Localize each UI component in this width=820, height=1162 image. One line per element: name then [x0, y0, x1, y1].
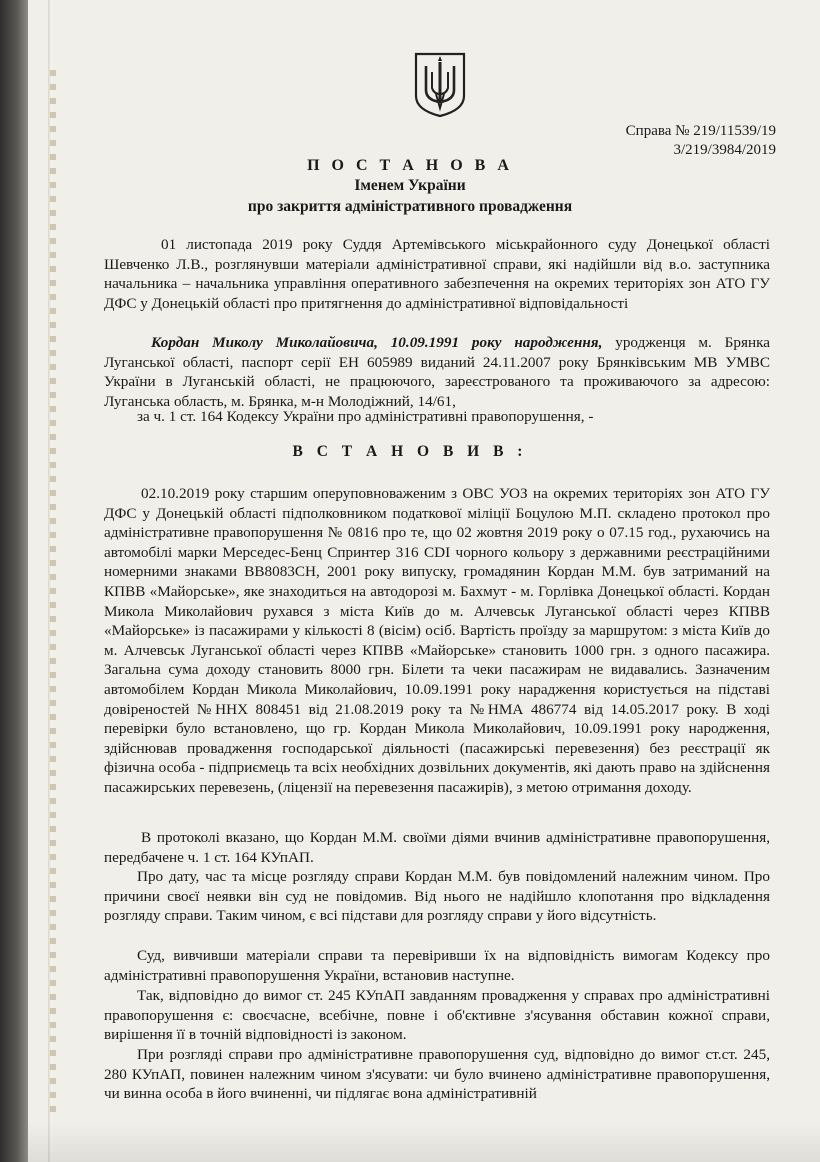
person-details: уродженця м. Брянка Луганської області, паспорт серії ЕН 605989 виданий 24.11.2007 року Брянківським МВ УМВС України в Луганській області, не працюючого, зареєстрованого та проживаючого за адресою: Луганська область, м. Брянка, м-н Молодіжний, 14/61,: [104, 334, 770, 410]
document-subject: про закриття адміністративного провадження: [247, 198, 573, 215]
person-name: Кордан Миколу Миколайовича, 10.09.1991 року народження,: [151, 334, 603, 351]
case-number-line-1: Справа № 219/11539/19: [625, 123, 776, 139]
protocol-paragraph: В протоколі вказано, що Кордан М.М. своїми діями вчинив адміністративне правопорушення, передбачене ч. 1 ст. 164 КУпАП.: [104, 829, 770, 866]
established-heading: В С Т А Н О В И В :: [292, 443, 528, 460]
tasks-paragraph: Так, відповідно до вимог ст. 245 КУпАП завданням провадження у справах про адміністративні правопорушення є: своєчасне, всебічне, повне і об'єктивне з'ясування обставин кожної справи, вирішення її в точній відповідності із законом.: [104, 987, 770, 1044]
court-paragraph: Суд, вивчивши матеріали справи та перевіривши їх на відповідність вимогам Кодексу про адміністративні правопорушення України, встановив наступне.: [104, 947, 770, 984]
consider-paragraph: При розгляді справи про адміністративне правопорушення суд, відповідно до вимог ст.ст. 245, 280 КУпАП, повинен належним чином з'ясувати: чи було вчинено адміністративне правопорушення, чи винна особа в його вчиненні, чи підлягає вона адміністративній: [104, 1046, 770, 1103]
case-number: [626, 122, 776, 160]
person-paragraph: [104, 333, 770, 411]
case-number-line-2: 3/219/3984/2019: [673, 142, 776, 158]
notice-paragraph: Про дату, час та місце розгляду справи Кордан М.М. був повідомлений належним чином. Про причини своєї неявки він суд не повідомив. Від нього не надійшло клопотання про відкладення розгляду справи. Таким чином, є всі підстави для розгляду справи у його відсутність.: [104, 868, 770, 925]
document-title: П О С Т А Н О В А: [307, 157, 513, 174]
main-paragraph: 02.10.2019 року старшим оперуповноваженим з ОВС УОЗ на окремих територіях зон АТО ГУ ДФС у Донецькій області підполковником податкової міліції Боцулою М.П. складено протокол про адміністративне правопорушення № 0816 про те, що 02 жовтня 2019 року о 07.15 год., рухаючись на автомобілі марки Мерседес-Бенц Спринтер 316 CDI чорного кольору з державними реєстраційними номерними знаками ВВ8083СН, 2001 року випуску, громадянин Кордан М.М. був затриманий на КПВВ «Майорське», яке знаходиться на автодорозі м. Бахмут - м. Горлівка Донецької області. Кордан Микола Миколайович рухався з міста Київ до м. Алчевськ Луганської області через КПВВ «Майорське» із пасажирами у кількості 8 (вісім) осіб. Вартість проїзду за маршрутом: з міста Київ до м. Алчевськ Луганської області через КПВВ «Майорське» становить 1000 грн. з одного пасажира. Загальна сума доходу становить 8000 грн. Білети та чеки пасажирам не видавались. Зазначеним автомобілем Кордан Микола Миколайович, 10.09.1991 року нарадження користується на підставі довіреностей №ННХ 808451 від 21.08.2019 року та №НМА 486774 від 14.05.2017 року. В ході перевірки було встановлено, що гр. Кордан Микола Миколайович, 10.09.1991 року народження, здійснював провадження господарської діяльності (пасажирські перевезення) без реєстрації як фізична особа - підприємець та всіх необхідних дозвільних документів, які дають право на здійснення пасажирських перевезень, (ліцензії на перевезення пасажирів), з метою отримання доходу.: [104, 485, 770, 796]
document-subtitle: Іменем України: [354, 177, 466, 194]
page-shadow: [28, 1122, 820, 1162]
coat-of-arms-icon: [412, 52, 468, 118]
article-paragraph: за ч. 1 ст. 164 Кодексу України про адміністративні правопорушення, -: [137, 408, 594, 425]
binding-stitch: [50, 70, 56, 1120]
intro-paragraph: 01 листопада 2019 року Суддя Артемівського міськрайонного суду Донецької області Шевченко Л.В., розглянувши матеріали адміністративної справи, які надійшли від в.о. заступника начальника – начальника управління оперативного забезпечення на окремих територіях зон АТО ГУ ДФС у Донецькій області про притягнення до адміністративної відповідальності: [104, 236, 770, 312]
